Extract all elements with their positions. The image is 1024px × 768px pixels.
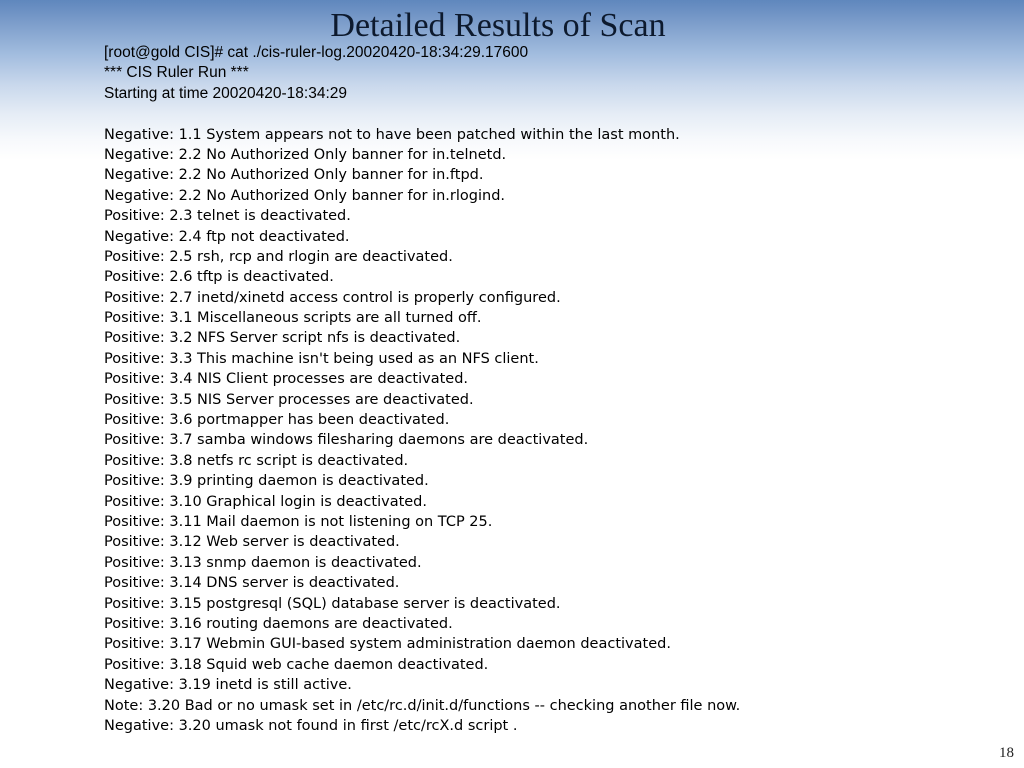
log-result-line: Positive: 3.10 Graphical login is deactivated. [104,493,427,510]
log-result-line: Positive: 3.7 samba windows filesharing daemons are deactivated. [104,432,589,449]
log-result-line: Negative: 2.2 No Authorized Only banner for in.telnetd. [104,146,507,163]
log-result-line: Positive: 3.16 routing daemons are deactivated. [104,615,453,632]
log-result-line: Positive: 3.13 snmp daemon is deactivated. [104,554,422,571]
log-result-line: Positive: 2.3 telnet is deactivated. [104,208,351,225]
scan-log [104,43,1004,736]
log-result-line: Positive: 3.11 Mail daemon is not listening on TCP 25. [104,513,493,530]
log-start-time: Starting at time 20020420-18:34:29 [104,84,348,102]
log-blank-line [104,104,1004,124]
log-result-line: Positive: 3.14 DNS server is deactivated. [104,575,400,592]
log-result-line: Positive: 2.7 inetd/xinetd access control is properly configured. [104,289,561,306]
log-result-line: Positive: 3.17 Webmin GUI-based system administration daemon deactivated. [104,636,671,653]
log-result-line: Positive: 3.5 NIS Server processes are deactivated. [104,391,474,408]
log-result-line: Positive: 3.2 NFS Server script nfs is deactivated. [104,330,461,347]
log-result-line: Positive: 3.4 NIS Client processes are deactivated. [104,371,469,388]
log-result-line: Positive: 3.1 Miscellaneous scripts are all turned off. [104,310,482,327]
log-command-line: [root@gold CIS]# cat ./cis-ruler-log.20020420-18:34:29.17600 [104,44,529,61]
page-number: 18 [999,745,1014,761]
log-result-line: Negative: 2.2 No Authorized Only banner for in.ftpd. [104,167,484,184]
log-result-line: Positive: 3.12 Web server is deactivated. [104,534,400,551]
log-result-line: Positive: 3.9 printing daemon is deactivated. [104,473,429,490]
log-result-line: Negative: 2.4 ftp not deactivated. [104,228,350,245]
log-result-line: Positive: 3.3 This machine isn't being used as an NFS client. [104,350,539,367]
log-result-line: Positive: 3.18 Squid web cache daemon deactivated. [104,656,489,673]
log-run-banner: *** CIS Ruler Run *** [104,64,249,82]
log-result-line: Positive: 3.6 portmapper has been deactivated. [104,412,450,429]
log-result-line: Note: 3.20 Bad or no umask set in /etc/rc.d/init.d/functions -- checking another file now. [104,697,741,714]
log-result-line: Positive: 2.6 tftp is deactivated. [104,269,334,286]
log-result-line: Positive: 2.5 rsh, rcp and rlogin are deactivated. [104,248,453,265]
slide-title: Detailed Results of Scan [330,7,666,44]
log-result-line: Negative: 3.19 inetd is still active. [104,677,352,694]
log-result-line: Negative: 1.1 System appears not to have been patched within the last month. [104,126,680,143]
log-result-line: Negative: 2.2 No Authorized Only banner for in.rlogind. [104,187,506,204]
log-result-line: Negative: 3.20 umask not found in first /etc/rcX.d script . [104,717,518,734]
log-result-line: Positive: 3.15 postgresql (SQL) database server is deactivated. [104,595,561,612]
log-result-line: Positive: 3.8 netfs rc script is deactivated. [104,452,409,469]
